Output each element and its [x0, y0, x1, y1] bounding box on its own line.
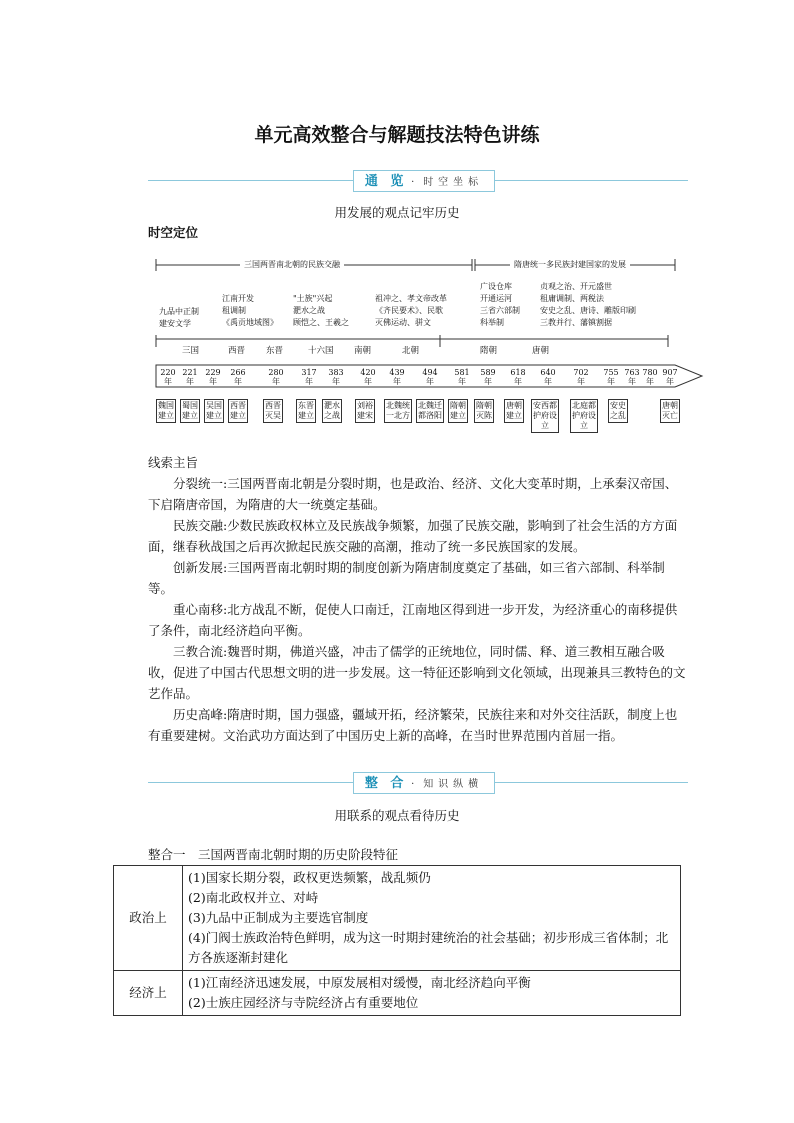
table-item: (2)南北政权并立、对峙 — [188, 890, 319, 905]
event-text: 安史 — [610, 401, 626, 410]
paragraph-label: 创新发展: — [173, 560, 228, 575]
event-text: 淝水 — [324, 401, 340, 410]
year-suffix: 年 — [272, 377, 280, 386]
banner-tag — [353, 170, 495, 192]
year-suffix: 年 — [332, 377, 340, 386]
event-text: 魏国 — [158, 401, 174, 410]
year-suffix: 年 — [209, 377, 217, 386]
event-box — [263, 399, 283, 423]
year-marker — [478, 368, 498, 386]
year-value: 640 — [540, 368, 556, 377]
year-suffix: 年 — [577, 377, 585, 386]
event-text: 建立 — [298, 411, 314, 420]
timeline-note — [375, 293, 447, 329]
table-items-cell — [183, 971, 681, 1016]
event-text: 之战 — [324, 411, 340, 420]
year-value: 439 — [389, 368, 405, 377]
note-line: 科举制 — [480, 318, 504, 327]
event-box — [474, 399, 494, 423]
event-box — [660, 399, 680, 423]
event-text: 北魏迁 — [418, 401, 442, 410]
clue-paragraph — [148, 473, 688, 515]
event-text: 一北方 — [386, 411, 410, 420]
banner-dot: · — [411, 177, 420, 188]
event-box — [384, 399, 412, 423]
year-marker — [299, 368, 319, 386]
timeline-note — [540, 281, 636, 329]
paragraph-label: 三教合流: — [173, 644, 228, 659]
year-value: 266 — [230, 368, 246, 377]
event-text: 之乱 — [610, 411, 626, 420]
timeline-heading: 时空定位 — [148, 225, 199, 240]
note-line: 租庸调制、两税法 — [540, 294, 604, 303]
note-line: 安史之乱、唐诗、雕版印刷 — [540, 306, 636, 315]
table-item: (4)门阀士族政治特色鲜明，成为这一时期封建统治的社会基础；初步形成三省体制；北方各族逐渐封建化 — [188, 930, 669, 965]
year-suffix: 年 — [234, 377, 242, 386]
year-marker — [508, 368, 528, 386]
event-text: 护府设 — [572, 411, 596, 420]
event-text: 建立 — [158, 411, 174, 420]
event-text: 建立 — [182, 411, 198, 420]
period-label: 西晋 — [228, 346, 246, 356]
table-item: (1)国家长期分裂，政权更迭频繁，战乱频仍 — [188, 870, 431, 885]
clue-paragraph — [148, 557, 688, 599]
note-line: 开通运河 — [480, 294, 512, 303]
note-line: 三教并行、藩镇割据 — [540, 318, 612, 327]
year-marker — [420, 368, 440, 386]
note-line: 顾恺之、王羲之 — [293, 318, 349, 327]
year-marker — [358, 368, 378, 386]
year-value: 755 — [603, 368, 619, 377]
year-marker — [601, 368, 621, 386]
event-text: 建立 — [206, 411, 222, 420]
year-marker — [622, 368, 642, 386]
banner-dot: · — [411, 779, 420, 790]
era-label-left: 三国两晋南北朝的民族交融 — [240, 259, 344, 270]
year-value: 907 — [662, 368, 678, 377]
year-marker — [180, 368, 200, 386]
clue-paragraph — [148, 641, 688, 704]
year-marker — [640, 368, 660, 386]
year-value: 221 — [182, 368, 198, 377]
year-marker — [266, 368, 286, 386]
event-text: 灭陈 — [476, 411, 492, 420]
year-marker — [660, 368, 680, 386]
event-box — [608, 399, 628, 423]
year-value: 581 — [454, 368, 470, 377]
year-suffix: 年 — [393, 377, 401, 386]
event-box — [204, 399, 224, 423]
event-text: 立 — [580, 421, 588, 430]
integration-title: 整合一 三国两晋南北朝时期的历史阶段特征 — [148, 847, 399, 862]
year-marker — [158, 368, 178, 386]
clue-section — [148, 452, 688, 746]
banner-main: 整 合 — [364, 776, 408, 791]
year-suffix: 年 — [426, 377, 434, 386]
year-marker — [571, 368, 591, 386]
paragraph-label: 重心南移: — [173, 602, 228, 617]
table-row — [114, 866, 681, 971]
note-line: 九品中正制 — [159, 307, 199, 316]
year-suffix: 年 — [186, 377, 194, 386]
note-line: 灭佛运动、骈文 — [375, 318, 431, 327]
event-box — [322, 399, 342, 423]
period-label: 南朝 — [354, 346, 372, 356]
year-suffix: 年 — [305, 377, 313, 386]
event-box — [448, 399, 468, 423]
event-box — [416, 399, 444, 423]
note-line: 三省六部制 — [480, 306, 520, 315]
year-suffix: 年 — [544, 377, 552, 386]
timeline-note — [159, 306, 199, 330]
event-box — [228, 399, 248, 423]
period-label: 三国 — [182, 346, 200, 356]
event-box — [531, 399, 559, 433]
event-text: 灭亡 — [662, 411, 678, 420]
event-box — [156, 399, 176, 423]
paragraph-text: 隋唐时期，国力强盛，疆域开拓，经济繁荣，民族往来和对外交往活跃，制度上也有重要建树。文治武功方面达到了中国历史上新的高峰，在当时世界范围内首屈一指。 — [148, 707, 678, 743]
year-value: 317 — [301, 368, 317, 377]
note-line: 祖冲之、孝文帝改革 — [375, 294, 447, 303]
year-suffix: 年 — [514, 377, 522, 386]
clue-heading: 线索主旨 — [148, 455, 199, 470]
paragraph-label: 民族交融: — [173, 518, 228, 533]
event-box — [296, 399, 316, 423]
summary-table — [113, 865, 681, 1016]
year-marker — [452, 368, 472, 386]
subheading-development: 用发展的观点记牢历史 — [334, 205, 460, 220]
note-line: 《齐民要术》、民歌 — [375, 306, 443, 315]
banner-sub: 时空坐标 — [423, 177, 484, 188]
note-line: 广设仓库 — [480, 282, 512, 291]
year-suffix: 年 — [484, 377, 492, 386]
period-label: 隋朝 — [480, 346, 498, 356]
section-banner-overview — [148, 168, 688, 194]
clue-paragraph — [148, 515, 688, 557]
period-label: 东晋 — [266, 346, 284, 356]
table-category: 经济上 — [114, 971, 183, 1016]
subheading-connection: 用联系的观点看待历史 — [334, 808, 460, 823]
timeline-note — [222, 293, 278, 329]
paragraph-label: 历史高峰: — [173, 707, 228, 722]
year-value: 702 — [573, 368, 589, 377]
event-text: 唐朝 — [662, 401, 678, 410]
year-suffix: 年 — [458, 377, 466, 386]
period-label: 十六国 — [308, 346, 334, 356]
note-line: 淝水之战 — [293, 306, 325, 315]
table-item: (3)九品中正制成为主要选官制度 — [188, 910, 369, 925]
year-marker — [387, 368, 407, 386]
event-text: 建立 — [450, 411, 466, 420]
event-text: 灭吴 — [265, 411, 281, 420]
paragraph-text: 三国两晋南北朝时期的制度创新为隋唐制度奠定了基础，如三省六部制、科举制等。 — [148, 560, 665, 596]
section-banner-integration — [148, 770, 688, 796]
paragraph-text: 北方战乱不断，促使人口南迁，江南地区得到进一步开发，为经济重心的南移提供了条件，南北经济趋向平衡。 — [148, 602, 678, 638]
note-line: 贞观之治、开元盛世 — [540, 282, 612, 291]
year-marker — [538, 368, 558, 386]
event-text: 建立 — [230, 411, 246, 420]
clue-paragraph — [148, 704, 688, 746]
banner-main: 通 览 — [364, 174, 408, 189]
timeline-note — [480, 281, 520, 329]
year-suffix: 年 — [666, 377, 674, 386]
note-line: 建安文学 — [159, 319, 191, 328]
year-suffix: 年 — [607, 377, 615, 386]
year-suffix: 年 — [364, 377, 372, 386]
year-marker — [203, 368, 223, 386]
year-value: 220 — [160, 368, 176, 377]
paragraph-text: 少数民族政权林立及民族战争频繁，加强了民族交融，影响到了社会生活的方方面面，继春秋战国之后再次掀起民族交融的高潮，推动了统一多民族国家的发展。 — [148, 518, 678, 554]
event-text: 吴国 — [206, 401, 222, 410]
period-label: 唐朝 — [532, 346, 550, 356]
note-line: "土族"兴起 — [293, 294, 333, 303]
timeline-note — [293, 293, 349, 329]
event-text: 蜀国 — [182, 401, 198, 410]
event-text: 建宋 — [357, 411, 373, 420]
year-value: 589 — [480, 368, 496, 377]
year-value: 420 — [360, 368, 376, 377]
paragraph-label: 分裂统一: — [173, 476, 228, 491]
event-text: 东晋 — [298, 401, 314, 410]
event-box — [504, 399, 524, 423]
event-box — [355, 399, 375, 423]
table-item: (1)江南经济迅速发展，中原发展相对缓慢，南北经济趋向平衡 — [188, 975, 531, 990]
event-text: 北魏统 — [386, 401, 410, 410]
note-line: 江南开发 — [222, 294, 254, 303]
event-box — [180, 399, 200, 423]
event-text: 立 — [541, 421, 549, 430]
paragraph-text: 魏晋时期，佛道兴盛，冲击了儒学的正统地位，同时儒、释、道三教相互融合吸收，促进了中国古代思想文明的进一步发展。这一特征还影响到文化领域，出现兼具三教特色的文艺作品。 — [148, 644, 686, 701]
table-item: (2)士族庄园经济与寺院经济占有重要地位 — [188, 995, 419, 1010]
banner-sub: 知识纵横 — [423, 779, 484, 790]
event-text: 刘裕 — [357, 401, 373, 410]
summary-table-body — [114, 866, 681, 1016]
year-value: 763 — [624, 368, 640, 377]
year-suffix: 年 — [628, 377, 636, 386]
event-text: 隋朝 — [450, 401, 466, 410]
year-marker — [228, 368, 248, 386]
event-text: 北庭都 — [572, 401, 596, 410]
year-value: 229 — [205, 368, 221, 377]
event-text: 隋朝 — [476, 401, 492, 410]
event-text: 安西都 — [533, 401, 557, 410]
year-marker — [326, 368, 346, 386]
event-text: 唐朝 — [506, 401, 522, 410]
year-value: 383 — [328, 368, 344, 377]
table-items-cell — [183, 866, 681, 971]
event-text: 建立 — [506, 411, 522, 420]
table-row — [114, 971, 681, 1016]
event-box — [570, 399, 598, 433]
event-text: 西晋 — [230, 401, 246, 410]
year-suffix: 年 — [646, 377, 654, 386]
paragraph-text: 三国两晋南北朝是分裂时期，也是政治、经济、文化大变革时期，上承秦汉帝国、下启隋唐帝国，为隋唐的大一统奠定基础。 — [148, 476, 678, 512]
banner-tag — [353, 772, 495, 794]
clue-paragraph — [148, 599, 688, 641]
note-line: 《禹贡地域图》 — [222, 318, 278, 327]
table-category: 政治上 — [114, 866, 183, 971]
year-value: 618 — [510, 368, 526, 377]
event-text: 都洛阳 — [418, 411, 442, 420]
period-label: 北朝 — [402, 346, 420, 356]
event-text: 护府设 — [533, 411, 557, 420]
note-line: 租调制 — [222, 306, 246, 315]
paragraph-list — [148, 473, 688, 746]
era-label-right: 隋唐统一多民族封建国家的发展 — [510, 259, 630, 270]
page-title: 单元高效整合与解题技法特色讲练 — [254, 124, 540, 146]
year-suffix: 年 — [164, 377, 172, 386]
year-value: 494 — [422, 368, 438, 377]
event-text: 西晋 — [265, 401, 281, 410]
year-value: 280 — [268, 368, 284, 377]
year-value: 780 — [642, 368, 658, 377]
